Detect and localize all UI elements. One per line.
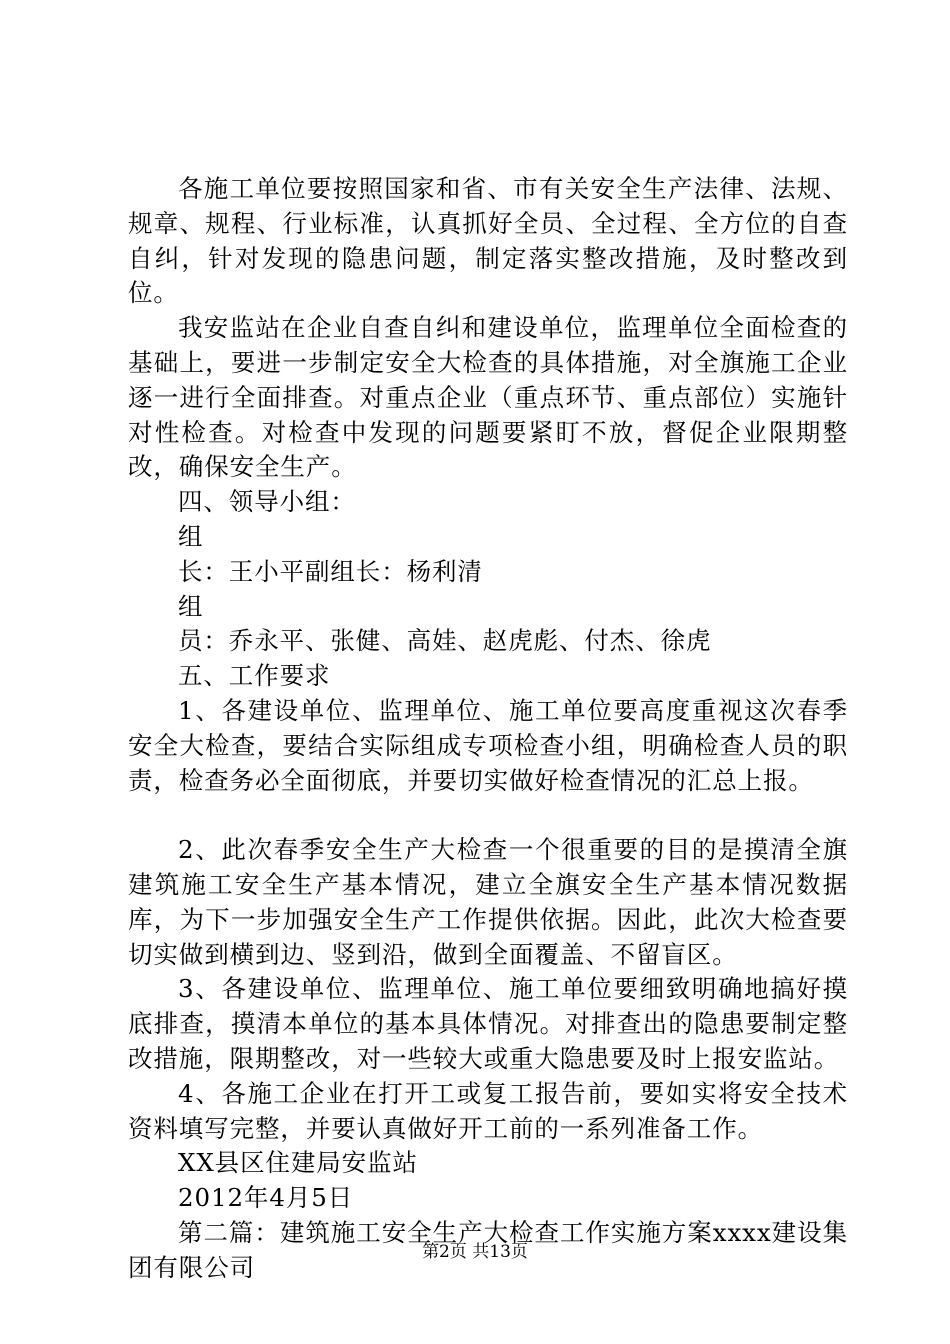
member-names: 员：乔永平、张健、高娃、赵虎彪、付杰、徐虎: [178, 626, 712, 656]
page-number-footer: 第2页 共13页: [422, 1242, 528, 1262]
issue-date: 2012年4月5日: [178, 1183, 354, 1213]
paragraph-spacer: [128, 798, 848, 833]
leader-names: 长：王小平副组长：杨利清: [178, 556, 483, 586]
issuer-name: XX县区住建局安监站: [178, 1148, 418, 1178]
member-label-fragment: 组: [178, 591, 204, 621]
leader-label-fragment: 组: [178, 521, 204, 551]
requirement-item-2: 2、此次春季安全生产大检查一个很重要的目的是摸清全旗建筑施工安全生产基本情况，建立全旗安全生产基本情况数据库，为下一步加强安全生产工作提供依据。因此，此次大检查要切实做到横到边、竖到沿，做到全面覆盖、不留盲区。: [128, 835, 848, 969]
section-heading-leadership: 四、领导小组：: [178, 487, 356, 517]
requirement-item-4: 4、各施工企业在打开工或复工报告前，要如实将安全技术资料填写完整，并要认真做好开工前的一系列准备工作。: [128, 1078, 848, 1143]
requirement-item-3: 3、各建设单位、监理单位、施工单位要细致明确地搞好摸底排查，摸清本单位的基本具体情况。对排查出的隐患要制定整改措施，限期整改，对一些较大或重大隐患要及时上报安监站。: [128, 974, 848, 1073]
next-section-title: 第二篇：建筑施工安全生产大检查工作实施方案xxxx建设集团有限公司: [128, 1217, 848, 1282]
paragraph-station-inspection: 我安监站在企业自查自纠和建设单位，监理单位全面检查的基础上，要进一步制定安全大检查的具体措施，对全旗施工企业逐一进行全面排查。对重点企业（重点环节、重点部位）实施针对性检查。对检查中发现的问题要紧盯不放，督促企业限期整改，确保安全生产。: [128, 313, 848, 482]
section-heading-requirements: 五、工作要求: [178, 661, 331, 691]
document-body: [128, 172, 848, 1286]
paragraph-self-inspection: 各施工单位要按照国家和省、市有关安全生产法律、法规、规章、规程、行业标准，认真抓好全员、全过程、全方位的自查自纠，针对发现的隐患问题，制定落实整改措施，及时整改到位。: [128, 174, 848, 308]
requirement-item-1: 1、各建设单位、监理单位、施工单位要高度重视这次春季安全大检查，要结合实际组成专项检查小组，明确检查人员的职责，检查务必全面彻底，并要切实做好检查情况的汇总上报。: [128, 695, 848, 795]
